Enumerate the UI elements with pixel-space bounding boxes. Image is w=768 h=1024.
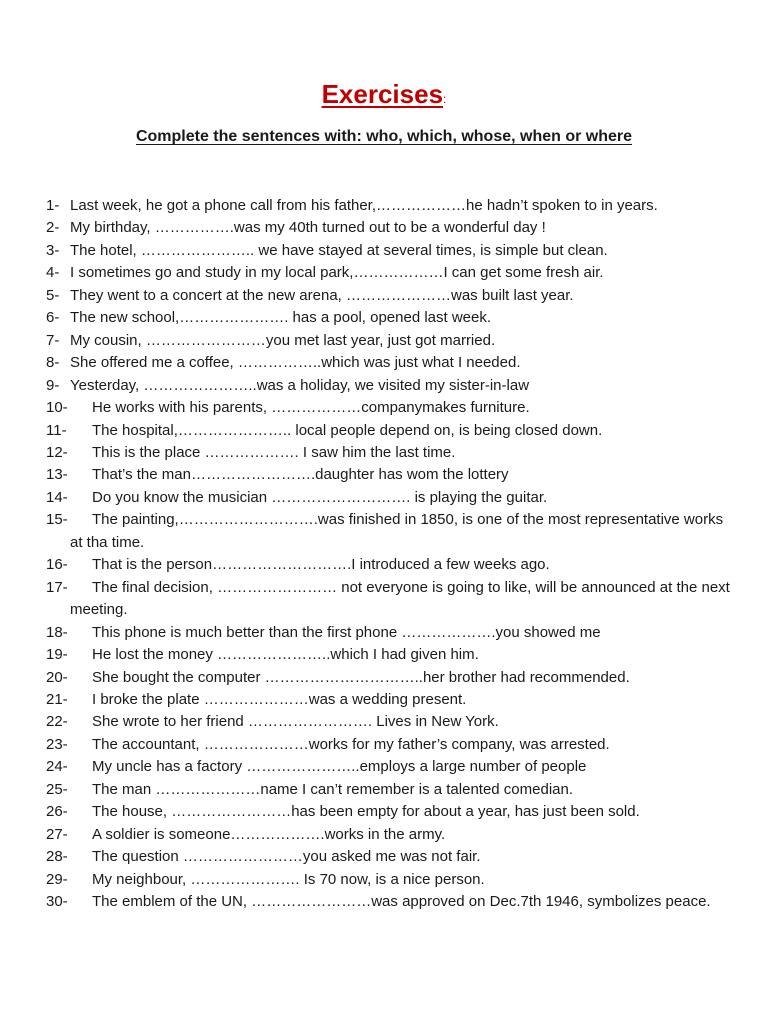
item-sentence: The house, ……………………has been empty for about a year, has just been sold. [92, 803, 640, 821]
item-sentence: Last week, he got a phone call from his father,………………he hadn’t spoken to in years. [70, 197, 658, 214]
item-number: 7- [46, 331, 60, 349]
item-number: 11- [46, 421, 67, 439]
item-number: 15- [46, 511, 68, 529]
item-sentence: My neighbour, …………………. Is 70 now, is a nice person. [92, 870, 485, 888]
exercise-item [46, 217, 736, 239]
exercise-item [46, 891, 736, 913]
exercise-item [46, 644, 736, 666]
title-block [0, 78, 768, 115]
item-sentence: The final decision, …………………… not everyone is going to like, will be announced at the next meeting. [70, 578, 730, 619]
item-sentence: This phone is much better than the first phone ……………….you showed me [92, 623, 601, 641]
item-sentence: The hospital,………………….. local people depend on, is being closed down. [92, 421, 603, 439]
item-number: 14- [46, 488, 68, 506]
item-sentence: She wrote to her friend ……………………. Lives in New York. [92, 713, 499, 731]
item-number: 25- [46, 780, 68, 798]
page-title: Exercises [321, 79, 444, 109]
item-sentence: My cousin, ……………………you met last year, just got married. [70, 331, 496, 349]
title-colon: : [443, 92, 447, 106]
exercise-item [46, 689, 736, 711]
item-number: 10- [46, 399, 68, 417]
exercise-item [46, 577, 736, 622]
item-number: 12- [46, 443, 68, 461]
exercise-item [46, 846, 736, 868]
exercise-item [46, 352, 736, 374]
item-number: 22- [46, 713, 68, 731]
item-number: 17- [46, 578, 68, 596]
item-sentence: The question ……………………you asked me was not fair. [92, 848, 481, 866]
item-number: 30- [46, 893, 68, 911]
item-number: 3- [46, 241, 60, 259]
item-number: 8- [46, 354, 60, 372]
exercise-item [46, 667, 736, 689]
item-number: 9- [46, 376, 60, 394]
exercise-item [46, 801, 736, 823]
exercise-item [46, 375, 736, 397]
item-sentence: They went to a concert at the new arena, …………………was built last year. [70, 286, 574, 304]
exercise-item [46, 824, 736, 846]
item-number: 26- [46, 803, 68, 821]
item-number: 5- [46, 286, 60, 304]
item-sentence: She bought the computer …………………………..her brother had recommended. [92, 668, 630, 686]
item-sentence: She offered me a coffee, ……………..which was just what I needed. [70, 354, 521, 372]
item-sentence: This is the place ………………. I saw him the last time. [92, 443, 456, 461]
exercise-item [46, 285, 736, 307]
item-sentence: The emblem of the UN, ……………………was approved on Dec.7th 1946, symbolizes peace. [92, 893, 711, 911]
item-number: 29- [46, 870, 68, 888]
instruction-heading: Complete the sentences with: who, which, whose, when or where [135, 128, 633, 145]
item-sentence: Yesterday, …………………..was a holiday, we visited my sister-in-law [70, 376, 530, 394]
exercise-item [46, 240, 736, 262]
item-sentence: The new school,…………………. has a pool, opened last week. [70, 309, 492, 327]
item-number: 2- [46, 219, 60, 237]
item-sentence: That is the person……………………….I introduced a few weeks ago. [92, 556, 550, 574]
item-sentence: The hotel, ………………….. we have stayed at several times, is simple but clean. [70, 241, 608, 259]
item-sentence: A soldier is someone……………….works in the army. [92, 825, 446, 843]
item-number: 16- [46, 556, 68, 574]
item-number: 18- [46, 623, 68, 641]
item-number: 23- [46, 735, 68, 753]
item-sentence: He lost the money …………………..which I had given him. [92, 646, 479, 664]
item-sentence: I sometimes go and study in my local park,………………I can get some fresh air. [70, 264, 604, 282]
exercise-item [46, 307, 736, 329]
item-number: 24- [46, 758, 68, 776]
item-number: 19- [46, 646, 68, 664]
item-number: 28- [46, 848, 68, 866]
item-sentence: The accountant, …………………works for my father’s company, was arrested. [92, 735, 610, 753]
exercise-item [46, 195, 736, 217]
exercise-item [46, 397, 736, 419]
exercise-item [46, 487, 736, 509]
item-sentence: Do you know the musician ………………………. is playing the guitar. [92, 488, 548, 506]
item-sentence: The painting,……………………….was finished in 1850, is one of the most representative works at tha time. [70, 511, 724, 551]
item-number: 1- [46, 197, 60, 214]
exercise-item [46, 622, 736, 644]
item-sentence: I broke the plate …………………was a wedding present. [92, 690, 467, 708]
item-sentence: My birthday, …………….was my 40th turned out to be a wonderful day ! [70, 219, 546, 237]
exercise-item [46, 420, 736, 442]
item-number: 27- [46, 825, 68, 843]
exercise-item [46, 330, 736, 352]
item-sentence: My uncle has a factory …………………..employs a large number of people [92, 758, 587, 776]
exercise-item [46, 756, 736, 778]
item-number: 20- [46, 668, 68, 686]
exercise-item [46, 711, 736, 733]
item-sentence: That’s the man…………………….daughter has wom the lottery [92, 466, 509, 484]
item-number: 6- [46, 309, 60, 327]
exercise-item [46, 779, 736, 801]
item-number: 13- [46, 466, 68, 484]
item-number: 4- [46, 264, 60, 282]
exercise-item [46, 869, 736, 891]
exercise-item [46, 464, 736, 486]
exercise-item [46, 554, 736, 576]
item-sentence: The man …………………name I can’t remember is a talented comedian. [92, 780, 574, 798]
item-sentence: He works with his parents, ………………companymakes furniture. [92, 399, 530, 417]
exercise-item [46, 262, 736, 284]
exercise-item [46, 442, 736, 464]
item-number: 21- [46, 690, 68, 708]
exercise-list [46, 195, 736, 914]
exercise-item [46, 734, 736, 756]
exercise-item [46, 509, 736, 554]
